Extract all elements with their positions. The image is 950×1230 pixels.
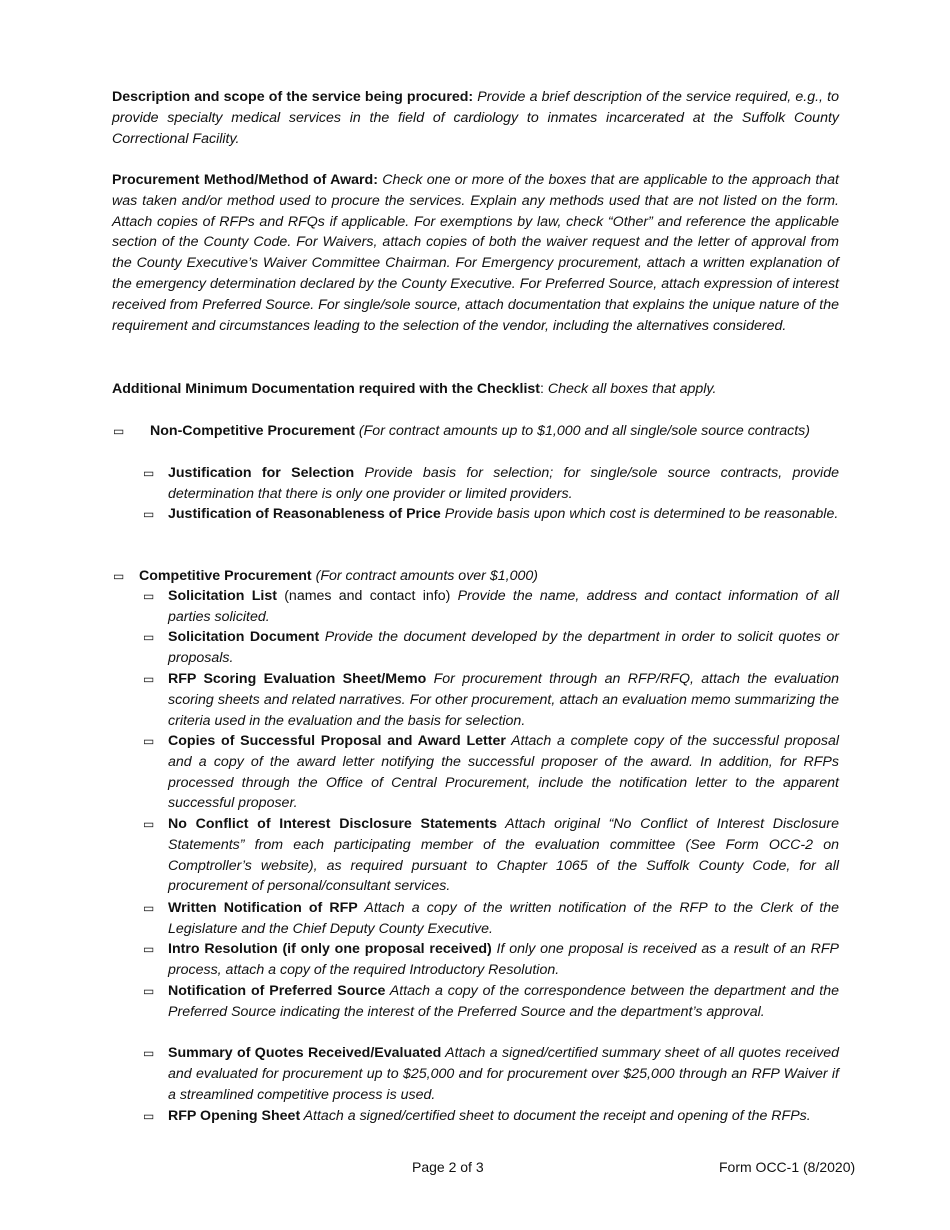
item-text: Attach a complete copy of the successful proposal and a copy of the award letter notifying the successful proposer of the award. In addition, for RFPs processed through the Office of Central Procurement, include the notification letter to the apparent successful proposer. <box>168 733 839 812</box>
rfp-opening-text-block <box>168 1106 839 1127</box>
competitive-text-block <box>139 566 839 587</box>
noncompetitive-checkbox[interactable]: ▭ <box>113 424 125 438</box>
intro-resolution-item <box>143 939 839 981</box>
justification-price-checkbox[interactable]: ▭ <box>143 507 155 521</box>
solicitation-document-item <box>143 627 839 669</box>
item-label: No Conflict of Interest Disclosure Statements <box>168 816 497 832</box>
procurement-method-text: Check one or more of the boxes that are applicable to the approach that was taken and/or method used to procure the services. Explain any methods used that are not listed on the form. Attach copies of RFPs and RFQs if applicable. For exemptions by law, check “Other” and reference the applicable section of the County Code. For Waivers, attach copies of both the waiver request and the letter of approval from the County Executive’s Waiver Committee Chairman. For Emergency procurement, attach a written explanation of the emergency determination declared by the County Executive. For Preferred Source, attach expression of interest received from Preferred Source. For single/sole source, attach documentation that explains the unique nature of the requirement and circumstances leading to the selection of the vendor, including the alternatives considered. <box>112 172 839 334</box>
additional-docs-colon: : <box>540 381 548 397</box>
solicitation-list-checkbox[interactable]: ▭ <box>143 589 155 603</box>
successful-proposal-item <box>143 731 839 814</box>
description-label: Description and scope of the service being procured: <box>112 89 474 105</box>
summary-quotes-item <box>143 1043 839 1105</box>
solicitation-list-item <box>143 586 839 628</box>
item-text: Provide basis upon which cost is determined to be reasonable. <box>440 506 839 522</box>
item-text: Attach a signed/certified sheet to document the receipt and opening of the RFPs. <box>300 1108 811 1124</box>
no-conflict-checkbox[interactable]: ▭ <box>143 817 155 831</box>
preferred-source-item <box>143 981 839 1023</box>
solicitation-document-text-block <box>168 627 839 669</box>
item-label: Copies of Successful Proposal and Award Letter <box>168 733 506 749</box>
additional-docs-label: Additional Minimum Documentation required with the Checklist <box>112 381 541 397</box>
page-number: Page 2 of 3 <box>412 1159 484 1175</box>
item-text: Attach a signed/certified summary sheet of all quotes received and evaluated for procurement up to $25,000 and for procurement over $25,000 through an RFP Waiver if a streamlined competitive process is used. <box>168 1045 839 1103</box>
justification-selection-item <box>143 463 839 505</box>
description-text: Provide a brief description of the service required, e.g., to provide specialty medical services in the field of cardiology to inmates incarcerated at the Suffolk County Correctional Facility. <box>112 89 839 147</box>
competitive-label: Competitive Procurement <box>139 568 312 584</box>
preferred-source-text-block <box>168 981 839 1023</box>
solicitation-list-text-block <box>168 586 839 628</box>
additional-docs-paragraph <box>112 379 839 400</box>
rfp-scoring-text-block <box>168 669 839 731</box>
intro-resolution-text-block <box>168 939 839 981</box>
item-label: Notification of Preferred Source <box>168 983 386 999</box>
solicitation-document-checkbox[interactable]: ▭ <box>143 630 155 644</box>
item-label: RFP Scoring Evaluation Sheet/Memo <box>168 671 427 687</box>
item-label: Written Notification of RFP <box>168 900 358 916</box>
written-notification-item <box>143 898 839 940</box>
no-conflict-text-block <box>168 814 839 897</box>
no-conflict-item <box>143 814 839 897</box>
justification-selection-checkbox[interactable]: ▭ <box>143 466 155 480</box>
summary-quotes-text-block <box>168 1043 839 1105</box>
item-label: Summary of Quotes Received/Evaluated <box>168 1045 442 1061</box>
rfp-scoring-item <box>143 669 839 731</box>
item-label: RFP Opening Sheet <box>168 1108 301 1124</box>
form-number: Form OCC-1 (8/2020) <box>719 1159 856 1175</box>
successful-proposal-checkbox[interactable]: ▭ <box>143 734 155 748</box>
procurement-method-paragraph <box>112 170 839 336</box>
item-text: Provide basis for selection; for single/sole source contracts, provide determination that there is only one provider or limited providers. <box>168 465 839 502</box>
item-label: Solicitation List <box>168 588 277 604</box>
item-text: For procurement through an RFP/RFQ, attach the evaluation scoring sheets and related narratives. For other procurement, attach an evaluation memo summarizing the criteria used in the evaluation and the basis for selection. <box>168 671 839 729</box>
rfp-opening-checkbox[interactable]: ▭ <box>143 1109 155 1123</box>
justification-selection-text-block <box>168 463 839 505</box>
item-text: Attach a copy of the written notification of the RFP to the Clerk of the Legislature and the Chief Deputy County Executive. <box>168 900 840 937</box>
rfp-scoring-checkbox[interactable]: ▭ <box>143 672 155 686</box>
item-label: Justification for Selection <box>168 465 355 481</box>
noncompetitive-text: (For contract amounts up to $1,000 and all single/sole source contracts) <box>354 423 810 439</box>
item-plain-text: (names and contact info) <box>276 588 451 604</box>
preferred-source-checkbox[interactable]: ▭ <box>143 984 155 998</box>
competitive-checkbox[interactable]: ▭ <box>113 569 125 583</box>
item-text: Attach a copy of the correspondence between the department and the Preferred Source indicating the interest of the Preferred Source and the department’s approval. <box>168 983 839 1020</box>
written-notification-text-block <box>168 898 839 940</box>
written-notification-checkbox[interactable]: ▭ <box>143 901 155 915</box>
summary-quotes-checkbox[interactable]: ▭ <box>143 1046 155 1060</box>
competitive-text: (For contract amounts over $1,000) <box>311 568 538 584</box>
item-label: Justification of Reasonableness of Price <box>168 506 441 522</box>
noncompetitive-item <box>112 421 839 442</box>
additional-docs-text: Check all boxes that apply. <box>547 381 717 397</box>
justification-price-text-block <box>168 504 839 525</box>
item-text: Provide the document developed by the department in order to solicit quotes or proposals. <box>168 629 839 666</box>
competitive-item <box>112 566 839 587</box>
justification-price-item <box>143 504 839 525</box>
noncompetitive-label: Non-Competitive Procurement <box>150 423 355 439</box>
intro-resolution-checkbox[interactable]: ▭ <box>143 942 155 956</box>
item-text: Attach original “No Conflict of Interest Disclosure Statements” from each participating member of the evaluation committee (See Form OCC-2 on Comptroller’s website), as required pursuant to Chapter 1065 of the Suffolk County Code, for all procurement of personal/consultant services. <box>168 816 839 895</box>
description-paragraph <box>112 87 839 149</box>
rfp-opening-item <box>143 1106 839 1127</box>
item-text: If only one proposal is received as a result of an RFP process, attach a copy of the required Introductory Resolution. <box>168 941 839 978</box>
procurement-method-label: Procurement Method/Method of Award: <box>112 172 378 188</box>
item-label: Intro Resolution (if only one proposal received) <box>168 941 492 957</box>
noncompetitive-text-block <box>150 421 839 442</box>
item-text: Provide the name, address and contact information of all parties solicited. <box>168 588 839 625</box>
item-label: Solicitation Document <box>168 629 320 645</box>
successful-proposal-text-block <box>168 731 839 814</box>
